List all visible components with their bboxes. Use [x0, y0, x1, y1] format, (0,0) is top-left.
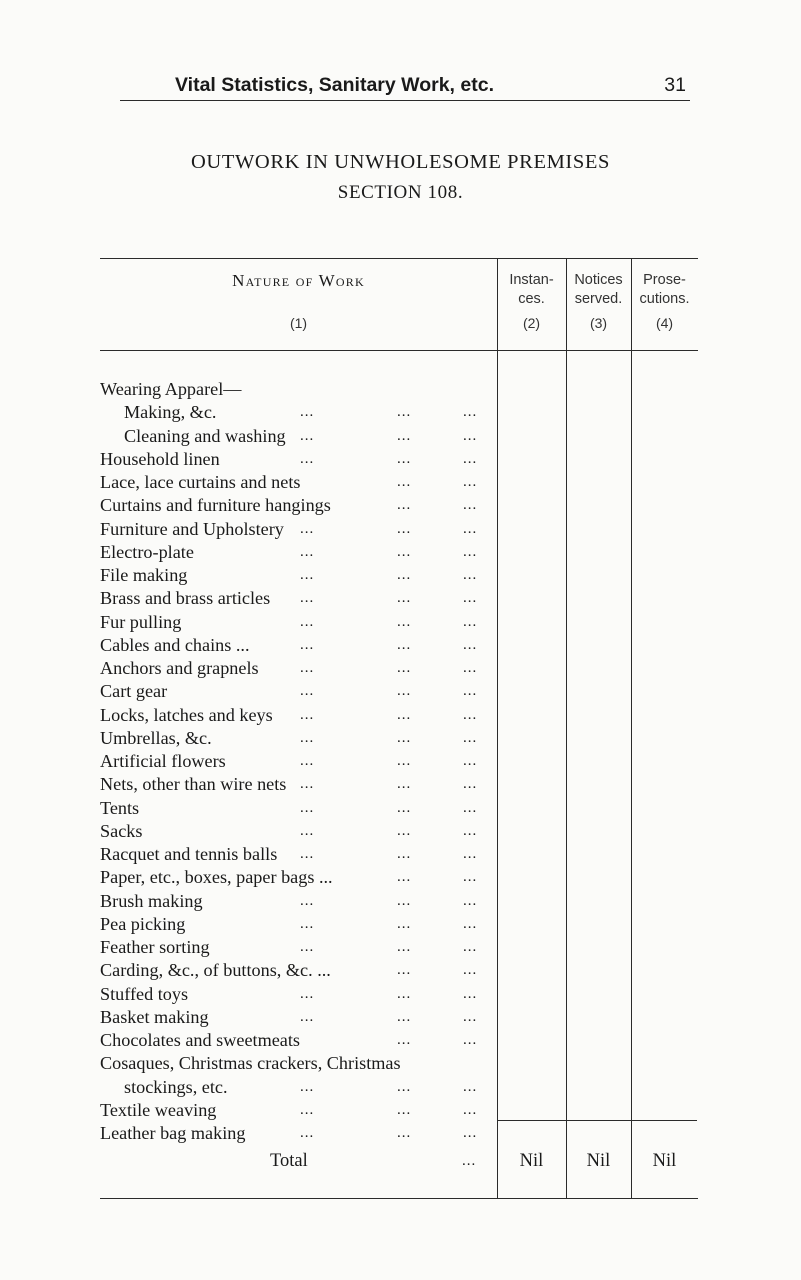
row-label: Brush making — [100, 890, 203, 911]
dot-leader: ... — [300, 799, 315, 816]
row-label: Paper, etc., boxes, paper bags ... — [100, 867, 333, 888]
table-row — [100, 983, 492, 1006]
column-number-4: (4) — [655, 315, 674, 331]
header-rule — [120, 100, 690, 101]
row-label: Anchors and grapnels — [100, 658, 259, 678]
row-label: Feather sorting — [100, 937, 210, 957]
table-row — [100, 680, 492, 703]
row-label: Cart gear — [100, 681, 168, 702]
row-label: File making — [100, 565, 188, 585]
dot-leader: ... — [463, 660, 478, 676]
dot-leader: ... — [463, 590, 478, 607]
total-label: Total — [270, 1151, 308, 1171]
dot-leader: ... — [300, 543, 315, 560]
row-label: Furniture and Upholstery — [100, 518, 284, 539]
column-divider-3 — [631, 258, 632, 1198]
row-label: Brass and brass articles — [100, 588, 271, 609]
table-row — [100, 773, 492, 796]
table-row — [100, 401, 492, 424]
dot-leader: ... — [300, 590, 315, 607]
row-label: Household linen — [100, 448, 220, 469]
total-instances: Nil — [519, 1151, 544, 1171]
dot-leader: ... — [463, 799, 478, 816]
row-label: Cosaques, Christmas crackers, Christmas — [100, 1053, 401, 1074]
table-row — [100, 936, 492, 959]
dot-leader: ... — [300, 729, 315, 746]
dot-leader: ... — [300, 1008, 315, 1025]
table-row — [100, 704, 492, 727]
dot-leader: ... — [397, 543, 412, 560]
dot-leader: ... — [300, 660, 315, 676]
dot-leader: ... — [397, 567, 412, 583]
dot-leader: ... — [300, 683, 315, 700]
dot-leader: ... — [463, 427, 478, 444]
row-label: Locks, latches and keys — [100, 704, 273, 725]
column-header-instances-line1: Instan- — [509, 272, 554, 288]
dot-leader: ... — [463, 520, 478, 537]
row-label: Fur pulling — [100, 611, 182, 632]
dot-leader: ... — [463, 962, 478, 979]
dot-leader: ... — [397, 404, 412, 421]
dot-leader: ... — [397, 590, 412, 607]
table-row — [100, 890, 492, 913]
dot-leader: ... — [397, 1078, 412, 1095]
table-row — [100, 541, 492, 564]
dot-leader: ... — [463, 1125, 478, 1141]
row-label: Basket making — [100, 1006, 209, 1027]
row-label: Carding, &c., of buttons, &c. ... — [100, 960, 331, 981]
row-label: Textile weaving — [100, 1099, 217, 1120]
dot-leader: ... — [397, 450, 412, 467]
dot-leader: ... — [463, 1008, 478, 1025]
table-row — [100, 634, 492, 657]
column-header-prosecutions-line2: cutions. — [639, 291, 690, 307]
table-row — [100, 471, 492, 494]
column-header-nature — [100, 271, 497, 290]
dot-leader: ... — [463, 567, 478, 583]
row-label: Making, &c. — [124, 402, 217, 423]
table-row — [100, 494, 492, 517]
table-row — [100, 820, 492, 843]
column-header-notices-line1: Notices — [574, 272, 623, 288]
dot-leader: ... — [397, 822, 412, 839]
dot-leader: ... — [397, 474, 412, 490]
column-header-instances — [497, 271, 566, 309]
dot-leader: ... — [300, 846, 315, 862]
dot-leader: ... — [397, 1008, 412, 1025]
column-header-notices — [566, 271, 631, 309]
dot-leader: ... — [300, 427, 315, 444]
dot-leader: ... — [300, 1078, 315, 1095]
dot-leader: ... — [397, 939, 412, 955]
dot-leader: ... — [397, 776, 412, 793]
table-row — [100, 1076, 492, 1099]
dot-leader: ... — [463, 729, 478, 746]
row-label: Artificial flowers — [100, 751, 226, 771]
dot-leader: ... — [397, 869, 412, 886]
row-label: Tents — [100, 797, 140, 818]
total-notices: Nil — [586, 1151, 611, 1171]
dot-leader: ... — [300, 613, 315, 630]
dot-leader: ... — [463, 892, 478, 909]
column-divider-1 — [497, 258, 498, 1198]
table-row — [100, 448, 492, 471]
row-label: Leather bag making — [100, 1123, 246, 1143]
row-label: Electro-plate — [100, 541, 194, 562]
dot-leader: ... — [463, 474, 478, 490]
dot-leader: ... — [463, 706, 478, 723]
dot-leader: ... — [300, 985, 315, 1002]
table-row — [100, 866, 492, 889]
dot-leader: ... — [397, 1101, 412, 1118]
row-label: Cables and chains ... — [100, 634, 250, 655]
column-number-3: (3) — [589, 315, 608, 331]
table-row — [100, 797, 492, 820]
row-label: Pea picking — [100, 913, 186, 934]
dot-leader: ... — [300, 1101, 315, 1118]
dot-leader: ... — [300, 776, 315, 793]
dot-leader: ... — [463, 939, 478, 955]
table-bottom-rule — [100, 1198, 698, 1199]
dot-leader: ... — [397, 985, 412, 1002]
dot-leader: ... — [397, 1125, 412, 1141]
dot-leader: ... — [397, 729, 412, 746]
table-row — [100, 1099, 492, 1122]
dot-leader: ... — [300, 567, 315, 583]
dot-leader: ... — [300, 939, 315, 955]
page-title: OUTWORK IN UNWHOLESOME PREMISES — [191, 151, 610, 173]
column-header-instances-line2: ces. — [518, 291, 545, 307]
dot-leader: ... — [300, 753, 315, 769]
table-row — [100, 657, 492, 680]
row-label: Wearing Apparel— — [100, 379, 242, 399]
dot-leader: ... — [397, 892, 412, 909]
dot-leader: ... — [463, 636, 478, 653]
column-header-notices-line2: served. — [574, 291, 623, 307]
dot-leader: ... — [463, 753, 478, 769]
dot-leader: ... — [397, 497, 412, 514]
table-row — [100, 843, 492, 866]
dot-leader: ... — [300, 1125, 315, 1141]
table-row — [100, 564, 492, 587]
dot-leader: ... — [463, 1078, 478, 1095]
table-row — [100, 425, 492, 448]
dot-leader: ... — [463, 450, 478, 467]
dot-leader: ... — [397, 706, 412, 723]
table-row — [100, 518, 492, 541]
table-top-rule — [100, 258, 698, 259]
total-leader: ... — [462, 1153, 477, 1169]
column-number-1: (1) — [289, 315, 308, 331]
dot-leader: ... — [463, 404, 478, 421]
dot-leader: ... — [463, 822, 478, 839]
table-row — [100, 727, 492, 750]
dot-leader: ... — [397, 660, 412, 676]
dot-leader: ... — [397, 427, 412, 444]
row-label: Nets, other than wire nets — [100, 774, 287, 795]
dot-leader: ... — [397, 962, 412, 979]
table-row — [100, 378, 492, 401]
column-header-prosecutions — [631, 271, 698, 309]
total-top-rule — [497, 1120, 697, 1121]
column-number-2: (2) — [522, 315, 541, 331]
dot-leader: ... — [300, 520, 315, 537]
table-row — [100, 1122, 492, 1145]
table-row — [100, 1029, 492, 1052]
column-header-nature-label: Nature of Work — [232, 271, 365, 290]
dot-leader: ... — [397, 636, 412, 653]
table-row — [100, 913, 492, 936]
dot-leader: ... — [463, 846, 478, 862]
dot-leader: ... — [300, 636, 315, 653]
dot-leader: ... — [397, 613, 412, 630]
dot-leader: ... — [300, 404, 315, 421]
dot-leader: ... — [463, 1101, 478, 1118]
dot-leader: ... — [463, 985, 478, 1002]
dot-leader: ... — [463, 776, 478, 793]
dot-leader: ... — [300, 706, 315, 723]
row-label: stockings, etc. — [124, 1076, 228, 1097]
column-divider-2 — [566, 258, 567, 1198]
total-prosecutions: Nil — [652, 1151, 677, 1171]
column-header-prosecutions-line1: Prose- — [643, 272, 686, 288]
dot-leader: ... — [463, 613, 478, 630]
running-header-title: Vital Statistics, Sanitary Work, etc. — [175, 74, 494, 96]
row-label: Cleaning and washing — [124, 425, 286, 446]
row-label: Chocolates and sweetmeats — [100, 1030, 301, 1050]
dot-leader: ... — [397, 846, 412, 862]
dot-leader: ... — [300, 892, 315, 909]
header-bottom-rule — [100, 350, 698, 351]
row-label: Stuffed toys — [100, 983, 189, 1004]
dot-leader: ... — [397, 683, 412, 700]
table-row — [100, 750, 492, 773]
table-row — [100, 587, 492, 610]
dot-leader: ... — [300, 822, 315, 839]
dot-leader: ... — [300, 915, 315, 932]
page-subtitle: SECTION 108. — [337, 182, 464, 203]
table-row — [100, 959, 492, 982]
dot-leader: ... — [463, 497, 478, 514]
row-label: Sacks — [100, 820, 143, 841]
table-row — [100, 611, 492, 634]
dot-leader: ... — [463, 869, 478, 886]
dot-leader: ... — [397, 520, 412, 537]
dot-leader: ... — [463, 915, 478, 932]
dot-leader: ... — [397, 1032, 412, 1048]
dot-leader: ... — [300, 450, 315, 467]
dot-leader: ... — [463, 543, 478, 560]
table-row — [100, 1052, 492, 1075]
page-number: 31 — [664, 74, 686, 96]
dot-leader: ... — [463, 683, 478, 700]
row-label: Umbrellas, &c. — [100, 727, 212, 748]
table-row — [100, 1006, 492, 1029]
row-label: Curtains and furniture hangings — [100, 495, 331, 516]
dot-leader: ... — [397, 915, 412, 932]
dot-leader: ... — [463, 1032, 478, 1048]
row-label: Lace, lace curtains and nets — [100, 472, 301, 492]
dot-leader: ... — [397, 753, 412, 769]
dot-leader: ... — [397, 799, 412, 816]
row-label: Racquet and tennis balls — [100, 844, 278, 864]
